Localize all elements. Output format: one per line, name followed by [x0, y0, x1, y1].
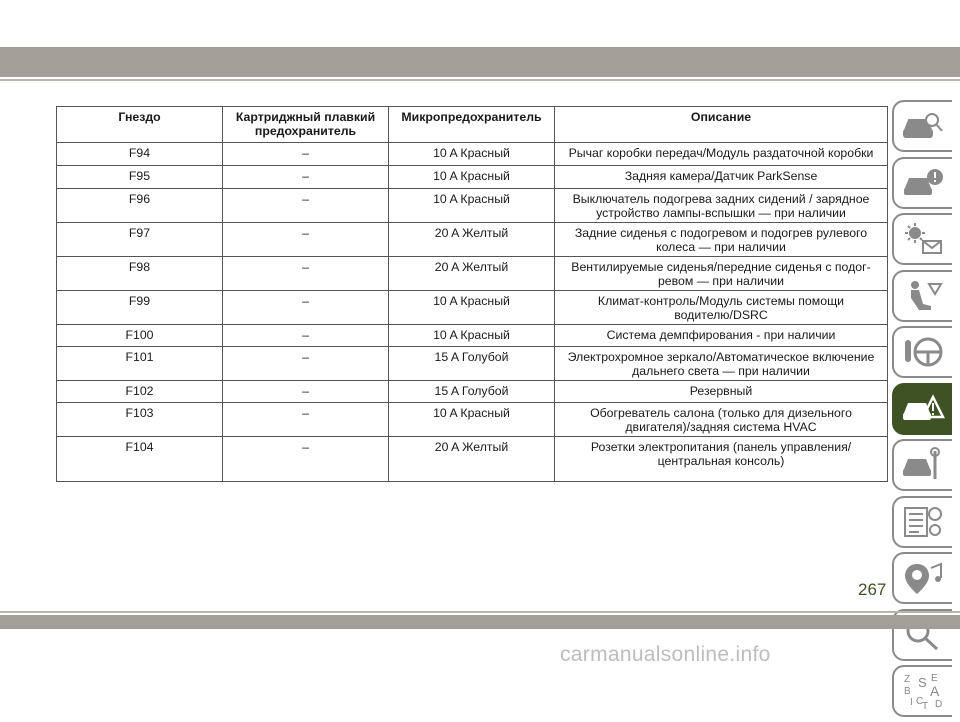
cell-description: Задняя камера/Датчик ParkSense — [555, 166, 888, 189]
cell-description: Климат-контроль/Модуль системы помощи водителю/DSRC — [555, 291, 888, 325]
cell-cartridge: – — [223, 437, 389, 482]
index-letter: C — [916, 696, 924, 707]
table-row — [57, 291, 888, 325]
header-cartridge-fuse: Картриджный плавкий предохранитель — [223, 107, 389, 143]
cell-micro: 10 A Красный — [389, 291, 555, 325]
tab-specs[interactable] — [892, 496, 952, 548]
cell-slot: F95 — [57, 166, 223, 189]
table-row — [57, 143, 888, 166]
header-slot: Гнездо — [57, 107, 223, 143]
tab-car-info[interactable] — [892, 100, 952, 152]
cell-description: Вентилируемые сиденья/передние сиденья с подогревом — при наличии — [555, 257, 888, 291]
cell-description: Выключатель подогрева задних сидений / зарядное устройство лампы-вспышки — при наличии — [555, 189, 888, 223]
table-row — [57, 223, 888, 257]
cell-description: Система демпфирования - при наличии — [555, 325, 888, 347]
car-info-icon — [901, 106, 945, 146]
cell-cartridge: – — [223, 325, 389, 347]
tab-multimedia[interactable] — [892, 552, 952, 604]
fuse-table — [56, 106, 888, 482]
index-letter: S — [918, 675, 927, 690]
cell-cartridge: – — [223, 257, 389, 291]
cell-cartridge: – — [223, 223, 389, 257]
table-row — [57, 189, 888, 223]
header-description: Описание — [555, 107, 888, 143]
tab-steering-wheel[interactable] — [892, 326, 952, 378]
tab-dashboard-lights[interactable] — [892, 213, 952, 265]
index-letter: D — [935, 699, 943, 710]
cell-cartridge: – — [223, 403, 389, 437]
index-letter: Z — [904, 674, 911, 685]
cell-slot: F103 — [57, 403, 223, 437]
tab-seat-airbag[interactable] — [892, 270, 952, 322]
index-letters-icon — [901, 671, 945, 711]
multimedia-icon — [901, 558, 945, 598]
cell-micro: 10 A Красный — [389, 403, 555, 437]
header-micro-fuse: Микропредохранитель — [389, 107, 555, 143]
cell-description: Резервный — [555, 381, 888, 403]
cell-cartridge: – — [223, 143, 389, 166]
watermark: carmanualsonline.info — [560, 643, 771, 666]
page-number: 267 — [858, 580, 887, 599]
cell-cartridge: – — [223, 291, 389, 325]
cell-micro: 10 A Красный — [389, 325, 555, 347]
cell-micro: 20 A Желтый — [389, 437, 555, 482]
cell-description: Розетки электропитания (панель управления/ центральная консоль) — [555, 437, 888, 482]
cell-description: Электрохромное зеркало/Автоматическое включение дальнего света — при наличии — [555, 347, 888, 381]
table-row — [57, 325, 888, 347]
table-row — [57, 437, 888, 482]
cell-cartridge: – — [223, 381, 389, 403]
cell-description: Обогреватель салона (только для дизельного двигателя)/задняя система HVAC — [555, 403, 888, 437]
car-warning-icon — [901, 163, 945, 203]
table-row — [57, 166, 888, 189]
table-header-row — [57, 107, 888, 143]
cell-slot: F104 — [57, 437, 223, 482]
table-row — [57, 381, 888, 403]
cell-cartridge: – — [223, 347, 389, 381]
cell-slot: F96 — [57, 189, 223, 223]
cell-description: Задние сиденья с подогревом и подогрев рулевого колеса — при наличии — [555, 223, 888, 257]
table-row — [57, 257, 888, 291]
cell-micro: 20 A Желтый — [389, 257, 555, 291]
index-letter: B — [904, 686, 911, 697]
table-row — [57, 347, 888, 381]
bottom-divider — [0, 611, 960, 613]
cell-slot: F99 — [57, 291, 223, 325]
top-decor-band — [0, 47, 960, 77]
cell-cartridge: – — [223, 189, 389, 223]
dashboard-lights-icon — [901, 219, 945, 259]
tab-car-warning[interactable] — [892, 157, 952, 209]
tab-car-hazard[interactable] — [892, 383, 952, 435]
cell-slot: F94 — [57, 143, 223, 166]
tab-index[interactable] — [892, 665, 952, 717]
cell-cartridge: – — [223, 166, 389, 189]
seat-airbag-icon — [901, 276, 945, 316]
cell-slot: F100 — [57, 325, 223, 347]
specs-gear-icon — [901, 502, 945, 542]
car-service-icon — [901, 445, 945, 485]
car-hazard-icon — [901, 389, 945, 429]
steering-wheel-icon — [901, 332, 945, 372]
cell-slot: F101 — [57, 347, 223, 381]
index-letter: E — [931, 673, 938, 684]
cell-slot: F97 — [57, 223, 223, 257]
cell-micro: 15 A Голубой — [389, 347, 555, 381]
cell-slot: F102 — [57, 381, 223, 403]
tab-car-service[interactable] — [892, 439, 952, 491]
cell-micro: 10 A Красный — [389, 166, 555, 189]
cell-micro: 20 A Желтый — [389, 223, 555, 257]
index-letter: I — [910, 697, 913, 708]
index-letter: T — [922, 701, 929, 711]
cell-micro: 10 A Красный — [389, 189, 555, 223]
cell-slot: F98 — [57, 257, 223, 291]
bottom-decor-band — [0, 615, 960, 629]
top-divider — [0, 79, 960, 81]
cell-micro: 15 A Голубой — [389, 381, 555, 403]
cell-micro: 10 A Красный — [389, 143, 555, 166]
index-letter: A — [930, 683, 940, 699]
cell-description: Рычаг коробки передач/Модуль раздаточной коробки — [555, 143, 888, 166]
table-row — [57, 403, 888, 437]
